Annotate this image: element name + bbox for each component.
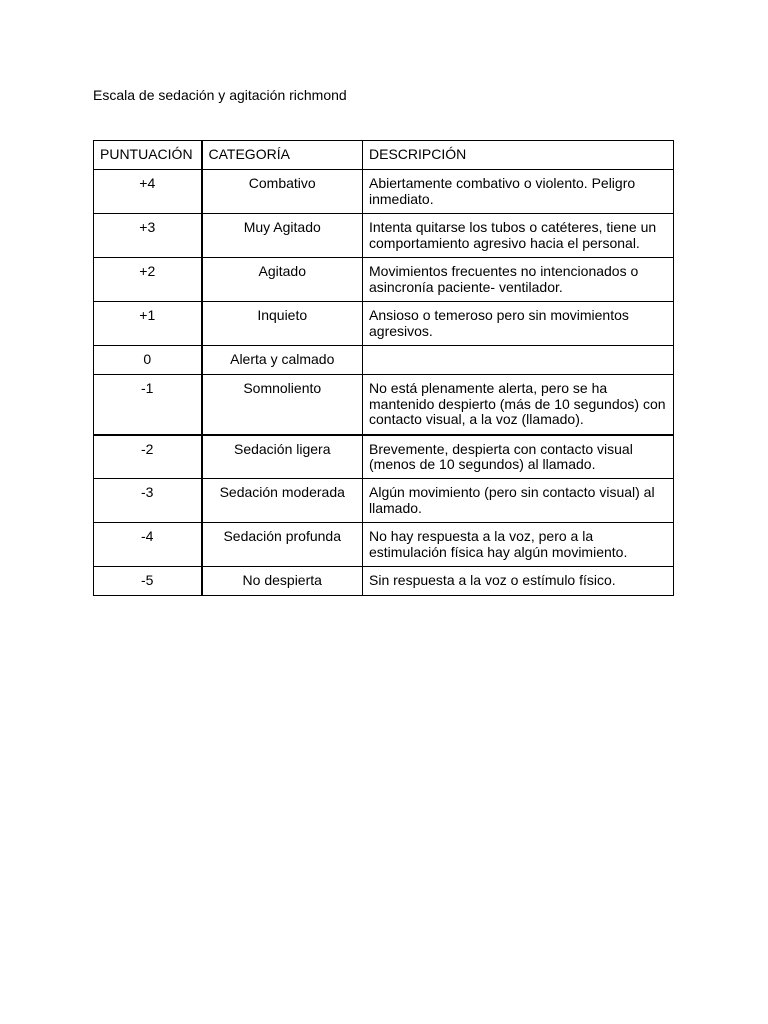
category-cell: Inquieto [202, 302, 363, 346]
category-cell: Agitado [202, 258, 363, 302]
document-title: Escala de sedación y agitación richmond [93, 87, 347, 103]
table-row [94, 435, 674, 479]
score-cell: -4 [94, 523, 202, 567]
category-cell: No despierta [202, 567, 363, 596]
table-row [94, 523, 674, 567]
category-cell: Sedación moderada [202, 479, 363, 523]
description-cell [363, 346, 674, 375]
category-cell: Somnoliento [202, 375, 363, 435]
description-cell: Brevemente, despierta con contacto visual (menos de 10 segundos) al llamado. [363, 435, 674, 479]
table-row [94, 346, 674, 375]
category-cell: Sedación profunda [202, 523, 363, 567]
score-cell: +1 [94, 302, 202, 346]
description-cell: Algún movimiento (pero sin contacto visual) al llamado. [363, 479, 674, 523]
score-cell: 0 [94, 346, 202, 375]
header-description: DESCRIPCIÓN [363, 141, 674, 170]
table-header-row [94, 141, 674, 170]
description-cell: No está plenamente alerta, pero se ha mantenido despierto (más de 10 segundos) con contacto visual, a la voz (llamado). [363, 375, 674, 435]
table-row [94, 170, 674, 214]
description-cell: Movimientos frecuentes no intencionados o asincronía paciente- ventilador. [363, 258, 674, 302]
table-row [94, 302, 674, 346]
description-cell: Ansioso o temeroso pero sin movimientos agresivos. [363, 302, 674, 346]
score-cell: -3 [94, 479, 202, 523]
category-cell: Sedación ligera [202, 435, 363, 479]
table-row [94, 375, 674, 435]
table-row [94, 214, 674, 258]
score-cell: -1 [94, 375, 202, 435]
table-row [94, 258, 674, 302]
header-category: CATEGORÍA [202, 141, 363, 170]
score-cell: +3 [94, 214, 202, 258]
table-row [94, 479, 674, 523]
header-score: PUNTUACIÓN [94, 141, 202, 170]
description-cell: Abiertamente combativo o violento. Peligro inmediato. [363, 170, 674, 214]
category-cell: Alerta y calmado [202, 346, 363, 375]
score-cell: -2 [94, 435, 202, 479]
description-cell: Sin respuesta a la voz o estímulo físico. [363, 567, 674, 596]
table-row [94, 567, 674, 596]
category-cell: Muy Agitado [202, 214, 363, 258]
description-cell: Intenta quitarse los tubos o catéteres, tiene un comportamiento agresivo hacia el personal. [363, 214, 674, 258]
category-cell: Combativo [202, 170, 363, 214]
description-cell: No hay respuesta a la voz, pero a la estimulación física hay algún movimiento. [363, 523, 674, 567]
score-cell: +4 [94, 170, 202, 214]
score-cell: -5 [94, 567, 202, 596]
score-cell: +2 [94, 258, 202, 302]
rass-table [93, 140, 674, 596]
